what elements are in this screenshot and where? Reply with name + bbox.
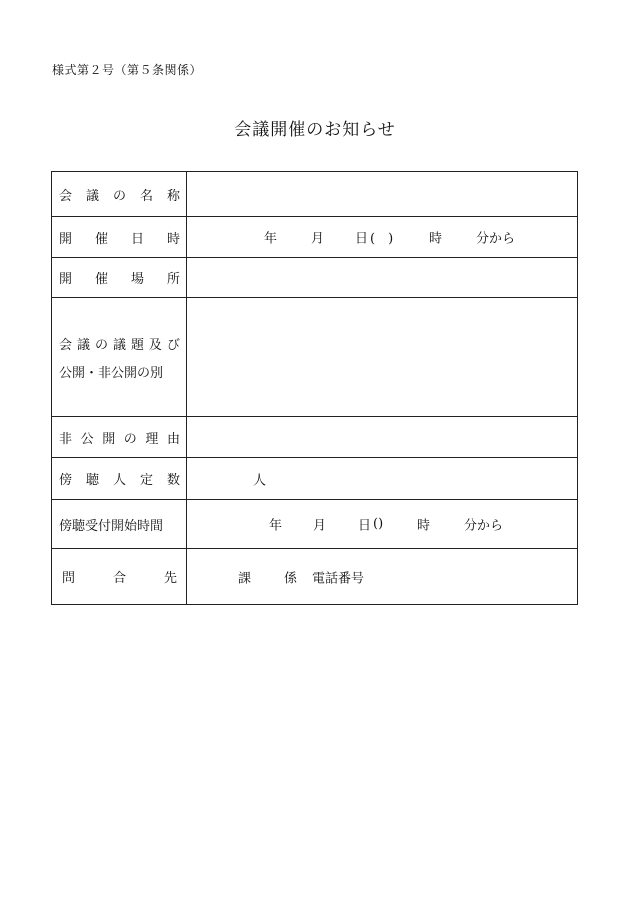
reception-year: 年 xyxy=(269,518,283,534)
value-agenda[interactable] xyxy=(187,298,578,417)
contact-staff: 係 xyxy=(284,571,298,586)
label-reception xyxy=(52,500,187,549)
label-agenda-line2: 公開・非公開の別 xyxy=(59,365,164,381)
label-venue-text: 開 催 場 所 xyxy=(59,272,180,287)
audience-unit: 人 xyxy=(253,473,267,488)
row-agenda xyxy=(52,298,578,417)
reception-weekday: () xyxy=(373,516,384,532)
value-date[interactable] xyxy=(187,217,578,258)
label-audience xyxy=(52,458,187,500)
date-day: 日 xyxy=(355,231,369,247)
label-agenda xyxy=(52,298,187,417)
reception-hour: 時 xyxy=(417,518,431,534)
value-venue[interactable] xyxy=(187,258,578,298)
value-contact[interactable] xyxy=(187,549,578,605)
label-date-text: 開 催 日 時 xyxy=(59,231,180,247)
label-contact-text: 問 合 先 xyxy=(61,571,178,586)
row-audience xyxy=(52,458,578,500)
row-venue xyxy=(52,258,578,298)
label-reception-text: 傍聴受付開始時間 xyxy=(59,518,164,534)
label-contact xyxy=(52,549,187,605)
label-agenda-text xyxy=(59,334,180,381)
row-date xyxy=(52,217,578,258)
label-reason xyxy=(52,417,187,458)
label-date xyxy=(52,217,187,258)
row-reception xyxy=(52,500,578,549)
value-meeting-name[interactable] xyxy=(187,172,578,217)
reception-minute: 分から xyxy=(464,518,504,534)
value-reception[interactable] xyxy=(187,500,578,549)
date-weekday: ( ) xyxy=(370,231,394,247)
label-meeting-name xyxy=(52,172,187,217)
value-audience[interactable] xyxy=(187,458,578,500)
document-title: 会議開催のお知らせ xyxy=(234,120,396,140)
date-month: 月 xyxy=(311,231,325,247)
row-reason xyxy=(52,417,578,458)
row-meeting-name xyxy=(52,172,578,217)
form-number: 様式第２号（第５条関係） xyxy=(52,63,203,77)
label-reason-text: 非 公 開 の 理 由 xyxy=(59,431,180,447)
value-reason[interactable] xyxy=(187,417,578,458)
reception-month: 月 xyxy=(313,518,327,534)
label-meeting-name-text: 会 議 の 名 称 xyxy=(59,188,180,204)
reception-day: 日 xyxy=(358,518,372,534)
date-year: 年 xyxy=(264,231,278,247)
notice-table xyxy=(51,171,578,605)
date-hour: 時 xyxy=(429,231,443,247)
label-agenda-line1: 会 議 の 議 題 及 び xyxy=(59,337,180,353)
row-contact xyxy=(52,549,578,605)
date-minute: 分から xyxy=(476,231,516,247)
label-audience-text: 傍 聴 人 定 数 xyxy=(59,473,180,488)
label-venue xyxy=(52,258,187,298)
contact-section: 課 xyxy=(238,571,252,586)
contact-phone: 電話番号 xyxy=(312,571,365,586)
